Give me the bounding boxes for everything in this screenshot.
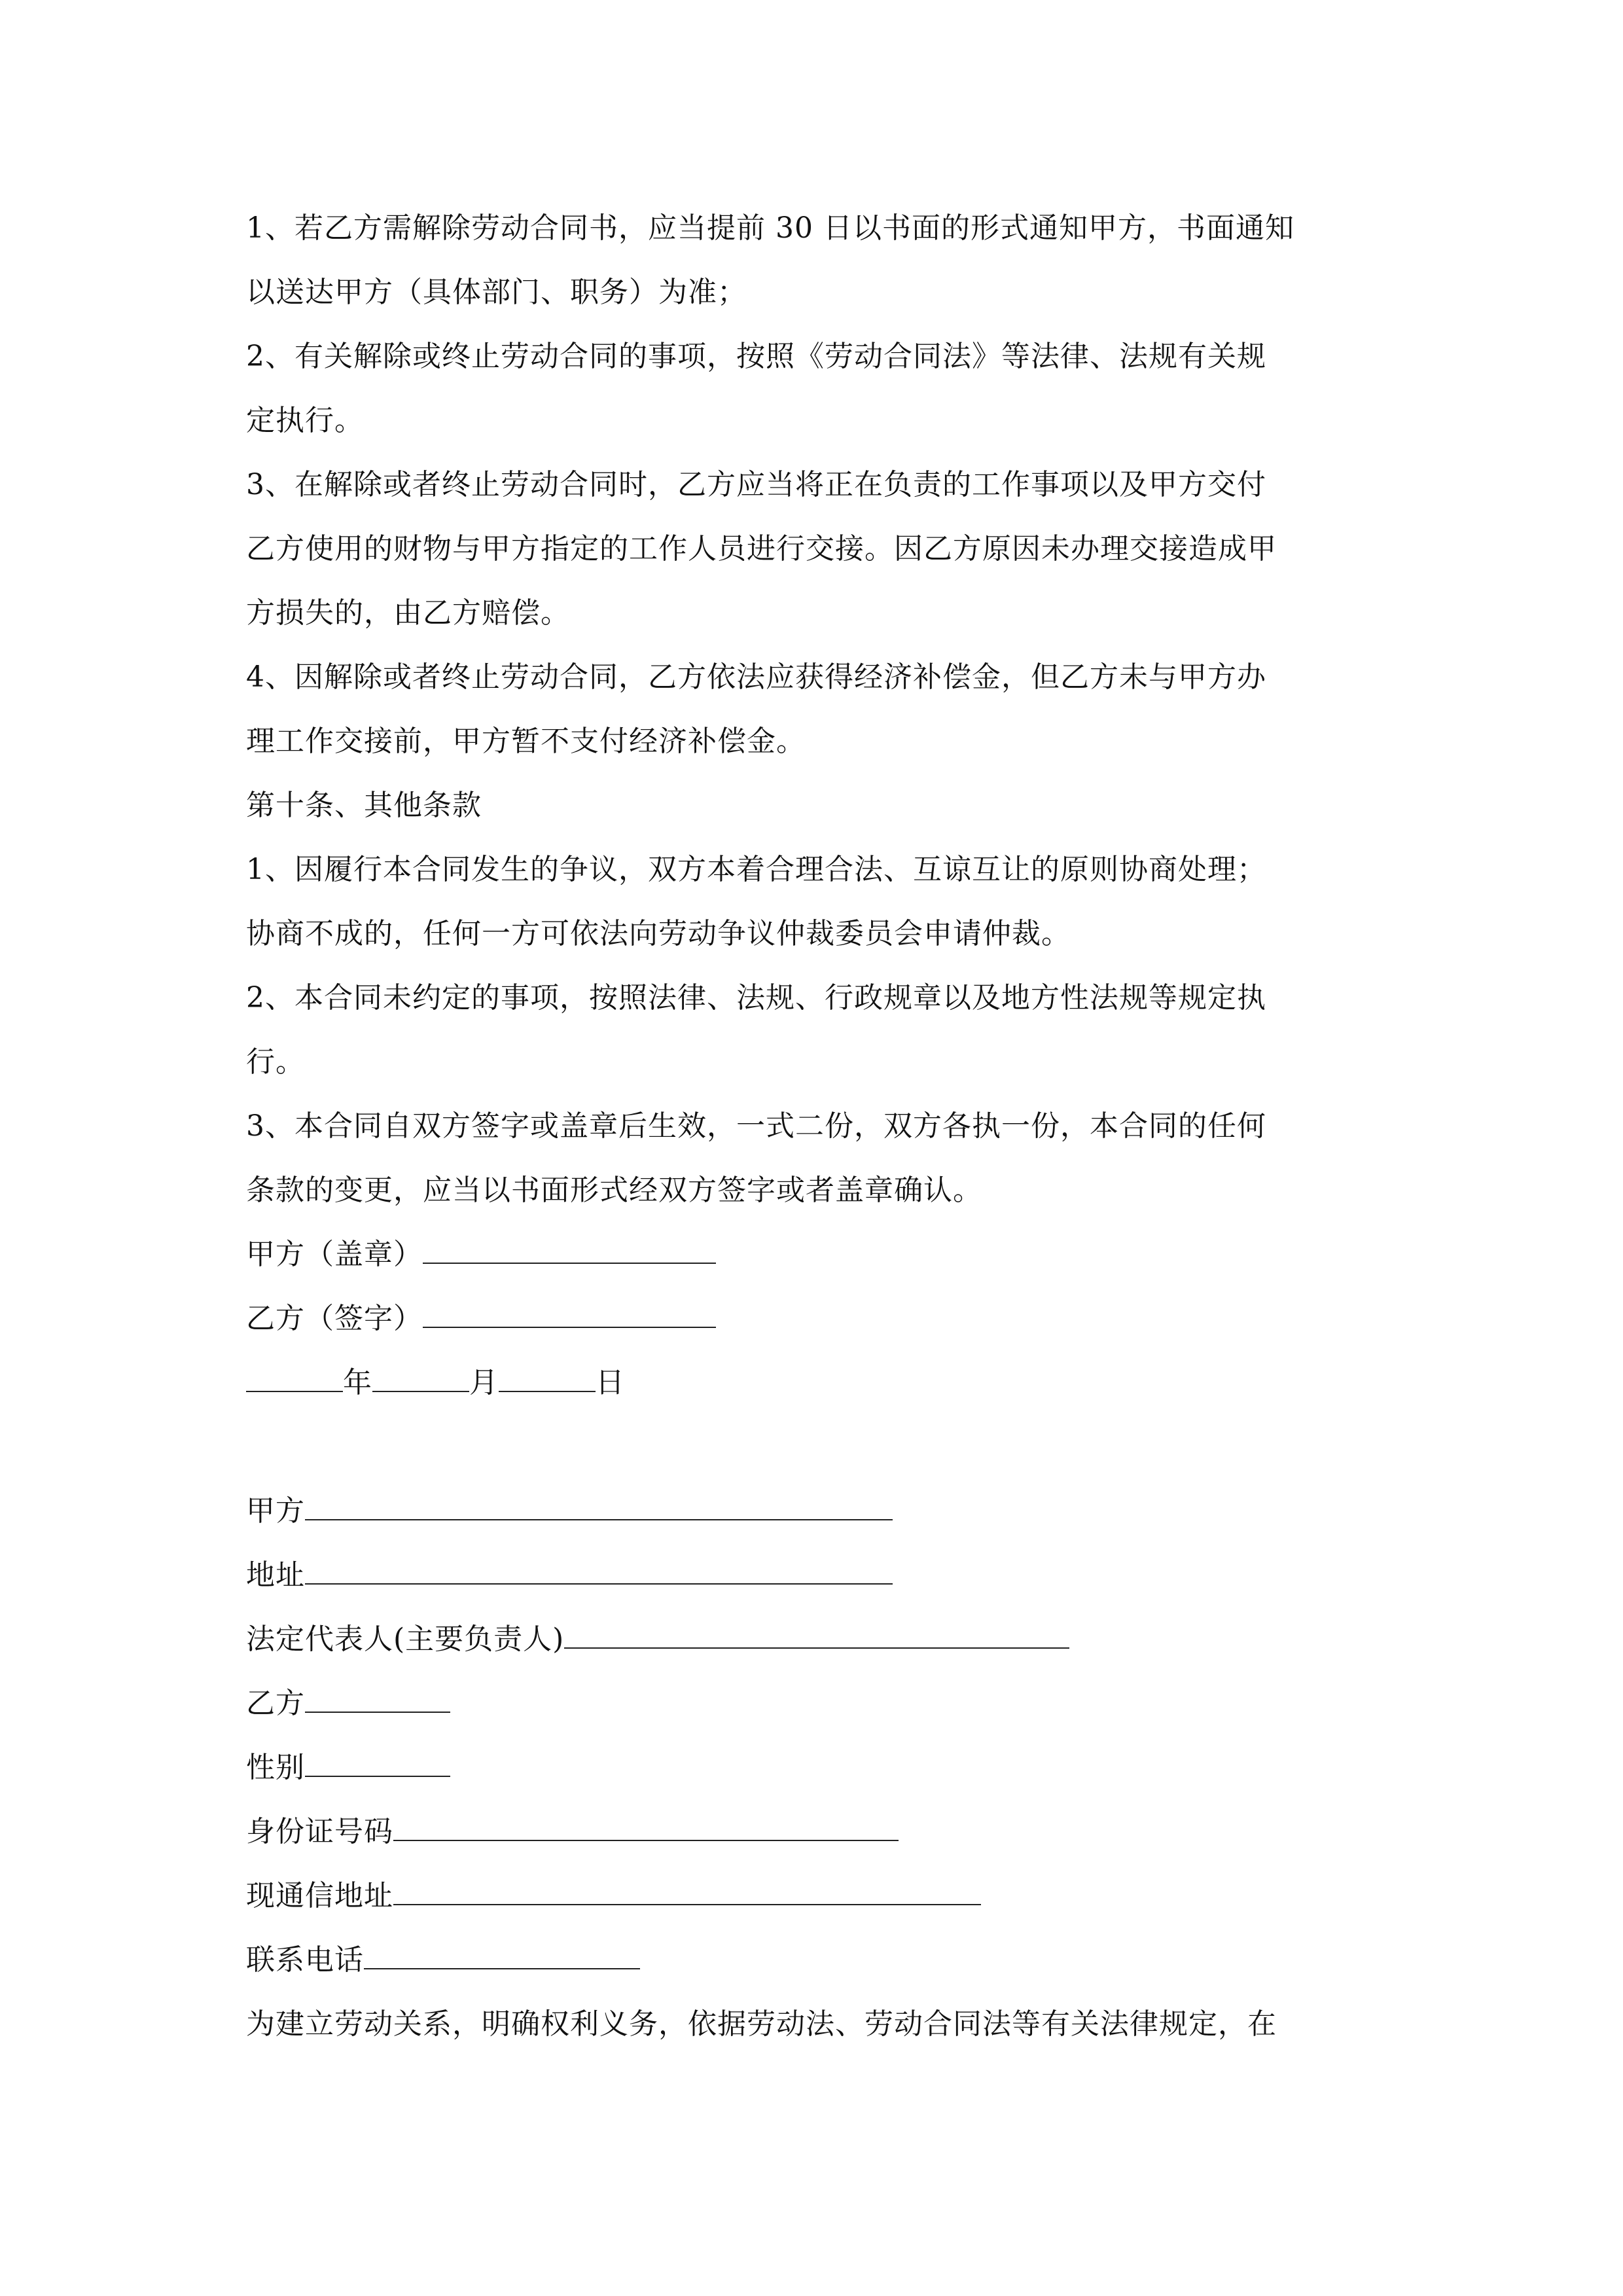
address-label: 地址 bbox=[246, 1558, 305, 1592]
mailing-address-field[interactable] bbox=[393, 1878, 981, 1905]
id-number-row bbox=[246, 1800, 1378, 1864]
day-label: 日 bbox=[596, 1366, 625, 1399]
party-b-field[interactable] bbox=[305, 1685, 450, 1713]
other-item-1-line-2: 协商不成的，任何一方可依法向劳动争议仲裁委员会申请仲裁。 bbox=[246, 917, 1071, 950]
clause-item-2-line-1: 2、有关解除或终止劳动合同的事项，按照《劳动合同法》等法律、法规有关规 bbox=[246, 340, 1266, 373]
gender-field[interactable] bbox=[305, 1749, 450, 1777]
mailing-address-row bbox=[246, 1864, 1378, 1928]
party-b-sign-field[interactable] bbox=[423, 1300, 716, 1328]
party-b-label: 乙方 bbox=[246, 1687, 305, 1720]
legal-rep-field[interactable] bbox=[564, 1621, 1069, 1649]
clause-item-1 bbox=[246, 196, 1378, 325]
phone-label: 联系电话 bbox=[246, 1943, 364, 1977]
clause-item-4-line-2: 理工作交接前，甲方暂不支付经济补偿金。 bbox=[246, 725, 806, 758]
clause-item-4 bbox=[246, 645, 1378, 774]
other-item-2-line-2: 行。 bbox=[246, 1045, 305, 1079]
year-field[interactable] bbox=[246, 1365, 343, 1392]
address-field[interactable] bbox=[305, 1557, 893, 1585]
closing-line: 为建立劳动关系，明确权利义务，依据劳动法、劳动合同法等有关法律规定，在 bbox=[246, 2007, 1277, 2041]
closing-paragraph bbox=[246, 1992, 1378, 2056]
section-title-text: 第十条、其他条款 bbox=[246, 789, 482, 822]
mailing-address-label: 现通信地址 bbox=[246, 1879, 393, 1912]
date-row bbox=[246, 1351, 1378, 1415]
party-b-row bbox=[246, 1672, 1378, 1736]
phone-field[interactable] bbox=[364, 1942, 640, 1969]
id-number-field[interactable] bbox=[393, 1814, 899, 1841]
gender-row bbox=[246, 1736, 1378, 1800]
clause-item-2 bbox=[246, 325, 1378, 453]
legal-rep-label: 法定代表人(主要负责人) bbox=[246, 1623, 565, 1656]
clause-item-1-line-2: 以送达甲方（具体部门、职务）为准； bbox=[246, 276, 747, 309]
day-field[interactable] bbox=[499, 1365, 596, 1392]
section-title bbox=[246, 774, 1378, 838]
spacer bbox=[246, 1415, 1378, 1479]
party-a-seal-row bbox=[246, 1223, 1378, 1287]
month-field[interactable] bbox=[372, 1365, 469, 1392]
party-b-sign-row bbox=[246, 1287, 1378, 1351]
other-item-3 bbox=[246, 1094, 1378, 1223]
clause-item-3-line-1: 3、在解除或者终止劳动合同时，乙方应当将正在负责的工作事项以及甲方交付 bbox=[246, 468, 1266, 501]
clause-item-2-line-2: 定执行。 bbox=[246, 404, 364, 437]
party-a-row bbox=[246, 1479, 1378, 1543]
other-item-3-line-1: 3、本合同自双方签字或盖章后生效，一式二份，双方各执一份，本合同的任何 bbox=[246, 1109, 1266, 1143]
other-item-1-line-1: 1、因履行本合同发生的争议，双方本着合理合法、互谅互让的原则协商处理； bbox=[246, 853, 1266, 886]
contract-body bbox=[246, 196, 1378, 2056]
other-item-2 bbox=[246, 966, 1378, 1094]
clause-item-1-line-1: 1、若乙方需解除劳动合同书，应当提前 30 日以书面的形式通知甲方，书面通知 bbox=[246, 211, 1294, 245]
clause-item-4-line-1: 4、因解除或者终止劳动合同，乙方依法应获得经济补偿金，但乙方未与甲方办 bbox=[246, 660, 1266, 694]
month-label: 月 bbox=[469, 1366, 499, 1399]
gender-label: 性别 bbox=[246, 1751, 305, 1784]
clause-item-3-line-2: 乙方使用的财物与甲方指定的工作人员进行交接。因乙方原因未办理交接造成甲 bbox=[246, 532, 1277, 565]
phone-row bbox=[246, 1928, 1378, 1992]
party-b-sign-label: 乙方（签字） bbox=[246, 1302, 423, 1335]
party-a-field[interactable] bbox=[305, 1493, 893, 1520]
other-item-2-line-1: 2、本合同未约定的事项，按照法律、法规、行政规章以及地方性法规等规定执 bbox=[246, 981, 1266, 1014]
other-item-1 bbox=[246, 838, 1378, 966]
party-a-seal-field[interactable] bbox=[423, 1236, 716, 1264]
other-item-3-line-2: 条款的变更，应当以书面形式经双方签字或者盖章确认。 bbox=[246, 1174, 982, 1207]
address-row bbox=[246, 1543, 1378, 1607]
id-number-label: 身份证号码 bbox=[246, 1815, 393, 1848]
party-a-label: 甲方 bbox=[246, 1494, 305, 1528]
clause-item-3-line-3: 方损失的，由乙方赔偿。 bbox=[246, 596, 570, 630]
year-label: 年 bbox=[343, 1366, 372, 1399]
legal-rep-row bbox=[246, 1607, 1378, 1672]
clause-item-3 bbox=[246, 453, 1378, 645]
party-a-seal-label: 甲方（盖章） bbox=[246, 1238, 423, 1271]
